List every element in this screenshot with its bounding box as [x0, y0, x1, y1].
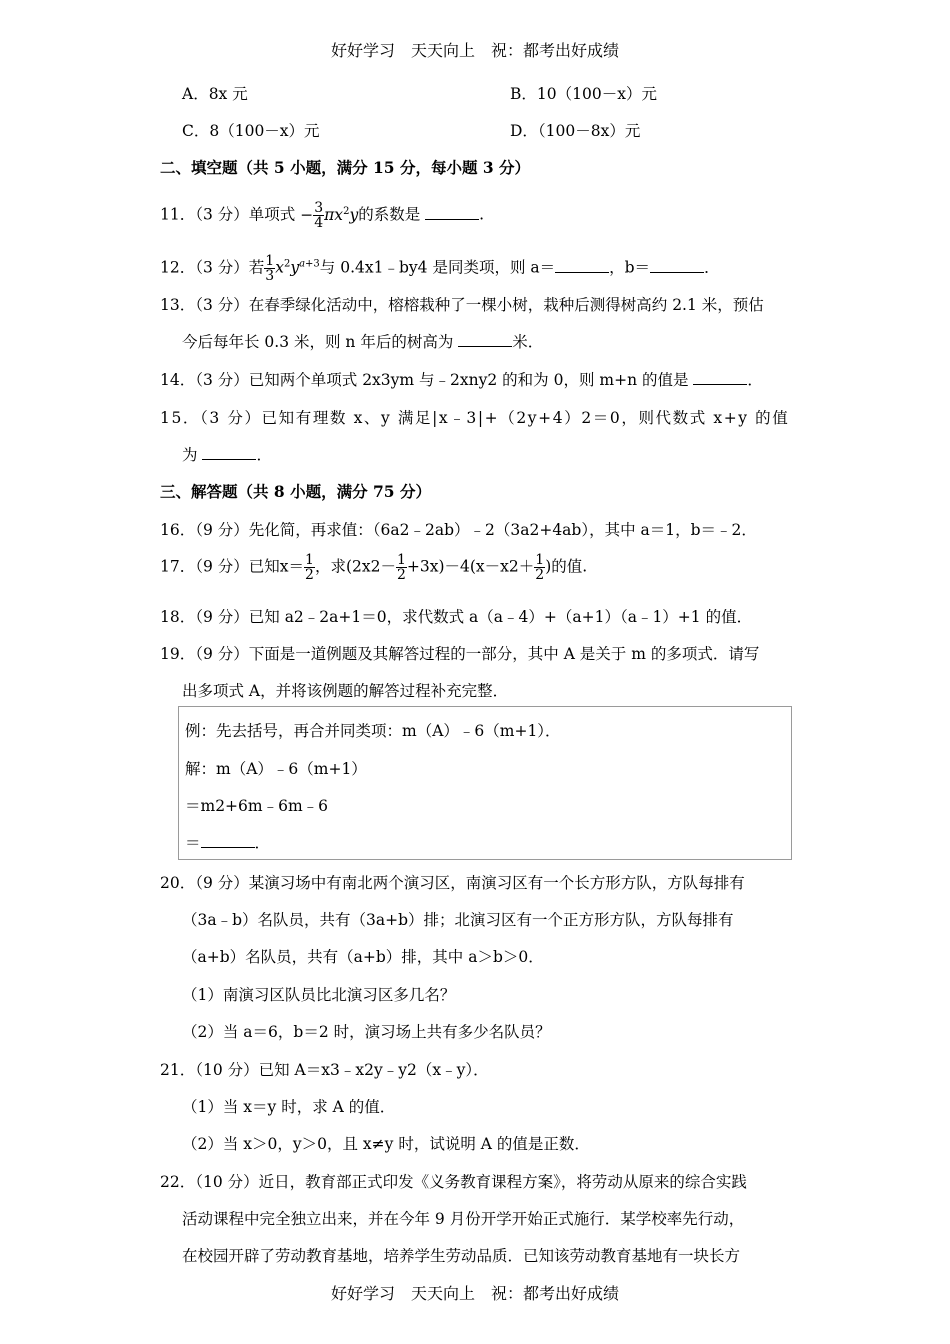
- q12-blank-b[interactable]: [650, 258, 704, 273]
- question-20-part2: （2）当 a＝6，b＝2 时，演习场上共有多少名队员？: [182, 1023, 551, 1041]
- question-20-part1: （1）南演习区队员比北演习区多几名？: [182, 986, 456, 1004]
- option-c: C．8（100－x）元: [182, 122, 320, 140]
- q17-mid: ，求(2x2－: [314, 557, 396, 576]
- q15-line2-text: 为: [182, 446, 198, 464]
- page-header: 好好学习 天天向上 祝：都考出好成绩: [330, 41, 619, 60]
- example-box: [178, 706, 792, 860]
- q11-frac-den: 4: [314, 215, 324, 231]
- option-a: A．8x 元: [182, 85, 248, 103]
- example-line-2: 解：m（A）﹣6（m+1）: [185, 760, 367, 778]
- section-fill-in-title: 二、填空题（共 5 小题，满分 15 分，每小题 3 分）: [160, 158, 531, 177]
- q12-frac-num: 1: [265, 253, 275, 269]
- question-22-line2: 活动课程中完全独立出来，并在今年 9 月份开学开始正式施行．某学校率先行动，: [182, 1210, 745, 1228]
- q13-unit: 米．: [512, 333, 544, 351]
- question-15-line2: 为 ．: [182, 446, 272, 464]
- q12-mid2: ，b＝: [609, 258, 651, 277]
- q12-blank-a[interactable]: [555, 258, 609, 273]
- q17-frac3-num: 1: [535, 552, 545, 568]
- q17-suffix: )的值.: [545, 557, 588, 576]
- example-line-4: ＝ ．: [185, 834, 271, 852]
- q17-mid2: +3x)－4(x－x2＋: [406, 557, 535, 576]
- page-footer: 好好学习 天天向上 祝：都考出好成绩: [330, 1284, 619, 1303]
- q15-answer-blank[interactable]: [202, 445, 256, 460]
- q17-half-den: 2: [305, 567, 314, 583]
- question-18: 18．（9 分）已知 a2﹣2a+1＝0，求代数式 a（a﹣4）+（a+1）（a﹣1）+1 的值．: [160, 608, 753, 626]
- question-21-line1: 21．（10 分）已知 A＝x3﹣x2y﹣y2（x﹣y）．: [160, 1061, 489, 1079]
- question-20-line2: （3a﹣b）名队员，共有（3a+b）排；北演习区有一个正方形方队，方队每排有: [182, 911, 734, 929]
- q12-prefix: 12．（3 分）若: [160, 258, 265, 277]
- q11-expression: − $\frac{3}{4}$ $\pi x^2y$: [300, 200, 359, 231]
- question-19-line1: 19．（9 分）下面是一道例题及其解答过程的一部分，其中 A 是关于 m 的多项式．请写: [160, 645, 760, 663]
- q11-suffix: 的系数是: [358, 205, 421, 224]
- question-13-line2: [182, 330, 543, 352]
- q12-mid: 与 0.4x1﹣by4 是同类项，则 a＝: [319, 258, 556, 277]
- question-11: 11．（3 分）单项式 − $\frac{3}{4}$ $\pi x^2y$的系数是 .: [160, 200, 485, 231]
- q11-answer-blank[interactable]: [425, 205, 479, 220]
- option-b: B．10（100－x）元: [510, 85, 657, 103]
- q14-text: 14．（3 分）已知两个单项式 2x3ym 与﹣2xny2 的和为 0，则 m+n 的值是: [160, 371, 689, 389]
- question-17: [160, 553, 587, 582]
- q14-answer-blank[interactable]: [693, 370, 747, 385]
- question-14: 14．（3 分）已知两个单项式 2x3ym 与﹣2xny2 的和为 0，则 m+n 的值是 ．: [160, 371, 763, 389]
- question-19-line2: 出多项式 A，并将该例题的解答过程补充完整．: [182, 682, 509, 700]
- q12-frac-den: 3: [265, 268, 275, 284]
- question-20-line1: 20．（9 分）某演习场中有南北两个演习区，南演习区有一个长方形方队，方队每排有: [160, 874, 745, 892]
- q17-prefix: 17．（9 分）已知x＝: [160, 557, 305, 576]
- question-22-line1: 22．（10 分）近日，教育部正式印发《义务教育课程方案》，将劳动从原来的综合实践: [160, 1173, 747, 1191]
- example-answer-blank[interactable]: [201, 833, 255, 848]
- question-15-line1: 15．（3 分）已知有理数 x、y 满足|x﹣3|+（2y+4）2＝0，则代数式 x+y 的值: [160, 409, 790, 427]
- q17-frac2-num: 1: [396, 552, 406, 568]
- question-21-part2: （2）当 x＞0，y＞0，且 x≠y 时，试说明 A 的值是正数．: [182, 1135, 590, 1153]
- question-12: 12．（3 分）若 $\frac{1}{3}$ $x^2y^{a+3}$与 0.4x1﹣by4 是同类项，则 a＝ ，b＝ ．: [160, 253, 720, 284]
- example-line-1: 例：先去括号，再合并同类项：m（A）﹣6（m+1）．: [185, 722, 561, 740]
- question-16: 16．（9 分）先化简，再求值：（6a2﹣2ab）﹣2（3a2+4ab），其中 a＝1，b＝﹣2．: [160, 521, 757, 539]
- question-22-line3: 在校园开辟了劳动教育基地，培养学生劳动品质．已知该劳动教育基地有一块长方: [182, 1247, 741, 1265]
- example-line-3: ＝m2+6m﹣6m﹣6: [185, 797, 329, 815]
- q13-line2-text: 今后每年长 0.3 米，则 n 年后的树高为: [182, 333, 454, 351]
- question-21-part1: （1）当 x＝y 时，求 A 的值．: [182, 1098, 396, 1116]
- example-line-4-text: ＝: [185, 834, 201, 852]
- q11-prefix: 11．（3 分）单项式: [160, 205, 296, 224]
- question-13-line1: 13．（3 分）在春季绿化活动中，榕榕栽种了一棵小树，栽种后测得树高约 2.1 米，预估: [160, 296, 764, 314]
- q11-frac-num: 3: [314, 200, 324, 216]
- q17-half-num: 1: [305, 552, 314, 568]
- q13-answer-blank[interactable]: [458, 332, 512, 347]
- option-d: D．（100－8x）元: [510, 122, 641, 140]
- q17-frac2-den: 2: [396, 567, 406, 583]
- q17-frac3-den: 2: [535, 567, 545, 583]
- question-20-line3: （a+b）名队员，共有（a+b）排，其中 a＞b＞0．: [182, 948, 544, 966]
- section-solve-title: 三、解答题（共 8 小题，满分 75 分）: [160, 482, 431, 501]
